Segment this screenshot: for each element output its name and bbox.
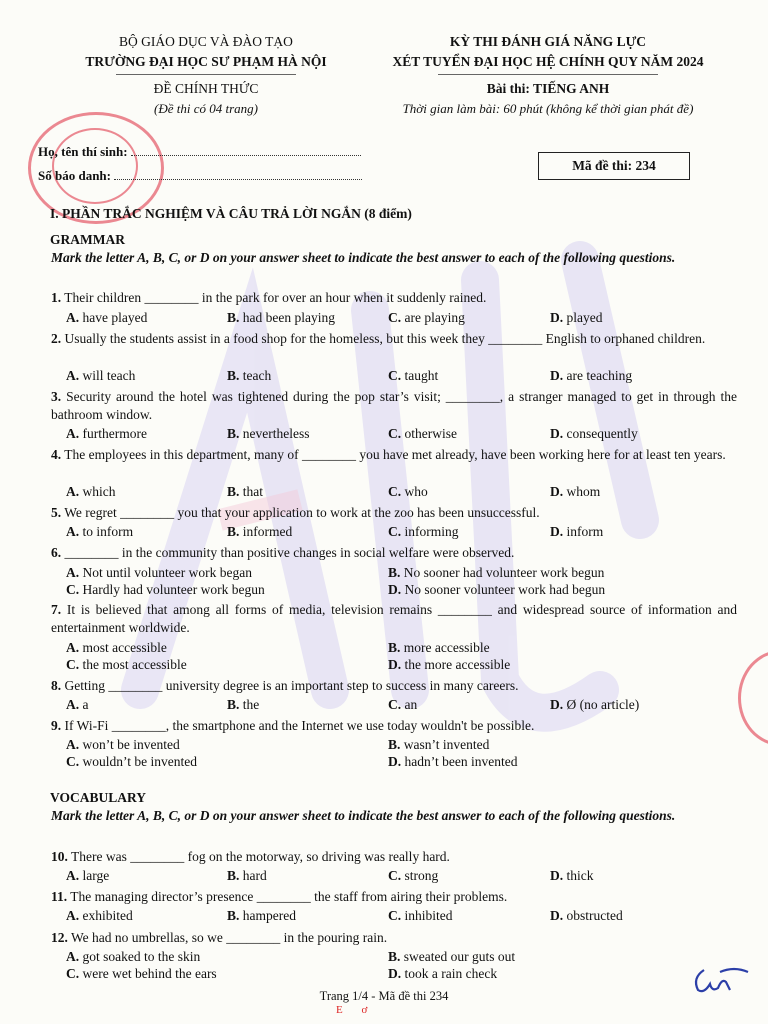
question-6 xyxy=(51,544,737,562)
option-c xyxy=(388,908,453,924)
question-1 xyxy=(51,289,737,307)
option-letter: C. xyxy=(66,582,80,597)
option-c xyxy=(388,868,438,884)
question-5 xyxy=(51,504,737,522)
option-c xyxy=(388,484,428,500)
question-text: ________ in the community than positive changes in social welfare were observed. xyxy=(64,545,515,560)
option-letter: A. xyxy=(66,426,80,441)
question-text: There was ________ fog on the motorway, so driving was really hard. xyxy=(71,849,450,864)
question-number: 4. xyxy=(51,447,62,462)
option-text: No sooner had volunteer work begun xyxy=(403,565,605,580)
answer-options-row xyxy=(66,949,746,966)
option-text: nevertheless xyxy=(242,426,310,441)
vocabulary-instruction: Mark the letter A, B, C, or D on your answer sheet to indicate the best answer to each of the following questions. xyxy=(51,808,676,823)
option-text: won’t be invented xyxy=(82,737,180,752)
option-text: are teaching xyxy=(566,368,633,383)
question-text: Their children ________ in the park for over an hour when it suddenly rained. xyxy=(64,290,487,305)
answer-options-row xyxy=(66,565,746,582)
option-letter: C. xyxy=(388,310,402,325)
option-text: played xyxy=(566,310,603,325)
option-a xyxy=(66,368,135,384)
option-d xyxy=(550,426,638,442)
option-d xyxy=(388,966,497,982)
answer-options-row xyxy=(66,426,746,443)
exam-subtitle: XÉT TUYỂN ĐẠI HỌC HỆ CHÍNH QUY NĂM 2024 xyxy=(392,54,704,69)
option-letter: D. xyxy=(550,697,564,712)
red-seal-stamp-inner xyxy=(52,128,138,204)
option-d xyxy=(550,368,632,384)
answer-options-row xyxy=(66,657,746,674)
option-letter: D. xyxy=(388,754,402,769)
question-number: 1. xyxy=(51,290,62,305)
option-letter: B. xyxy=(227,524,240,539)
option-text: are playing xyxy=(404,310,465,325)
header-divider xyxy=(438,74,658,75)
time-note: Thời gian làm bài: 60 phút (không kể thời gian phát đề) xyxy=(402,101,694,116)
option-a xyxy=(66,908,133,924)
option-text: which xyxy=(82,484,116,499)
option-text: were wet behind the ears xyxy=(82,966,217,981)
option-b xyxy=(227,310,335,326)
pages-note: (Đề thi có 04 trang) xyxy=(154,101,258,116)
answer-options-row xyxy=(66,868,746,885)
option-letter: D. xyxy=(550,908,564,923)
page-footer: Trang 1/4 - Mã đề thi 234 xyxy=(319,989,449,1003)
option-a xyxy=(66,697,89,713)
option-c xyxy=(66,657,187,673)
option-text: took a rain check xyxy=(404,966,498,981)
option-c xyxy=(66,966,217,982)
option-text: Ø (no article) xyxy=(566,697,640,712)
question-text: We had no umbrellas, so we ________ in the pouring rain. xyxy=(71,930,388,945)
question-12 xyxy=(51,929,737,947)
option-letter: A. xyxy=(66,908,80,923)
footer-code: E ơ xyxy=(336,1004,376,1016)
option-c xyxy=(66,754,197,770)
option-letter: B. xyxy=(227,310,240,325)
option-b xyxy=(388,949,515,965)
option-d xyxy=(550,908,623,924)
option-letter: C. xyxy=(66,754,80,769)
option-text: will teach xyxy=(82,368,136,383)
candidate-name-line xyxy=(38,144,361,160)
question-text: Usually the students assist in a food shop for the homeless, but this week they ________ English to orphaned children. xyxy=(64,331,706,346)
option-c xyxy=(388,310,465,326)
question-number: 2. xyxy=(51,331,62,346)
grammar-instruction: Mark the letter A, B, C, or D on your answer sheet to indicate the best answer to each of the following questions. xyxy=(51,250,676,265)
option-a xyxy=(66,524,133,540)
option-letter: D. xyxy=(550,426,564,441)
option-letter: A. xyxy=(66,524,80,539)
option-d xyxy=(388,754,517,770)
option-text: thick xyxy=(566,868,594,883)
university-name: TRƯỜNG ĐẠI HỌC SƯ PHẠM HÀ NỘI xyxy=(85,54,327,69)
option-text: sweated our guts out xyxy=(403,949,516,964)
option-a xyxy=(66,310,147,326)
option-letter: B. xyxy=(227,484,240,499)
option-text: have played xyxy=(82,310,148,325)
question-text: Getting ________ university degree is an important step to success in many careers. xyxy=(64,678,519,693)
option-text: whom xyxy=(566,484,601,499)
option-letter: C. xyxy=(388,484,402,499)
option-text: had been playing xyxy=(242,310,335,325)
question-9 xyxy=(51,717,737,735)
option-b xyxy=(227,368,271,384)
option-letter: B. xyxy=(227,697,240,712)
option-letter: C. xyxy=(66,657,80,672)
option-a xyxy=(66,565,252,581)
answer-options-row xyxy=(66,368,746,385)
option-c xyxy=(388,368,438,384)
option-letter: B. xyxy=(227,368,240,383)
answer-options-row xyxy=(66,640,746,657)
candidate-id-label: Số báo danh: xyxy=(38,168,111,183)
question-8 xyxy=(51,677,737,695)
question-number: 11. xyxy=(51,889,68,904)
option-text: most accessible xyxy=(82,640,167,655)
option-text: hampered xyxy=(242,908,296,923)
candidate-name-field xyxy=(131,145,361,156)
grammar-heading: GRAMMAR xyxy=(50,232,125,247)
option-a xyxy=(66,640,167,656)
option-text: taught xyxy=(404,368,439,383)
question-number: 6. xyxy=(51,545,62,560)
candidate-id-line xyxy=(38,168,362,184)
question-text: The managing director’s presence ________ the staff from airing their problems. xyxy=(70,889,508,904)
option-text: Hardly had volunteer work begun xyxy=(82,582,265,597)
answer-options-row xyxy=(66,737,746,754)
option-text: consequently xyxy=(566,426,638,441)
question-number: 12. xyxy=(51,930,68,945)
option-text: inhibited xyxy=(404,908,453,923)
option-d xyxy=(388,582,605,598)
option-c xyxy=(388,426,457,442)
option-letter: D. xyxy=(550,310,564,325)
question-3 xyxy=(51,388,737,424)
option-a xyxy=(66,868,109,884)
header-right xyxy=(368,32,728,119)
option-letter: A. xyxy=(66,310,80,325)
question-number: 3. xyxy=(51,389,62,404)
option-d xyxy=(550,868,594,884)
subject-label: Bài thi: TIẾNG ANH xyxy=(486,81,610,96)
option-text: strong xyxy=(404,868,439,883)
option-text: exhibited xyxy=(82,908,133,923)
option-letter: D. xyxy=(550,868,564,883)
option-letter: C. xyxy=(66,966,80,981)
question-number: 9. xyxy=(51,718,62,733)
option-text: informed xyxy=(242,524,293,539)
option-text: hard xyxy=(242,868,267,883)
option-a xyxy=(66,949,200,965)
option-letter: A. xyxy=(66,484,80,499)
option-letter: A. xyxy=(66,737,80,752)
option-letter: B. xyxy=(388,737,401,752)
option-letter: D. xyxy=(550,484,564,499)
option-text: wasn’t invented xyxy=(403,737,490,752)
section-title: I. PHẦN TRẮC NGHIỆM VÀ CÂU TRẢ LỜI NGẮN (8 điểm) xyxy=(50,206,412,221)
answer-options-row xyxy=(66,524,746,541)
question-number: 8. xyxy=(51,678,62,693)
option-c xyxy=(388,697,417,713)
header-divider xyxy=(116,74,296,75)
option-b xyxy=(227,426,310,442)
option-d xyxy=(550,484,600,500)
option-text: a xyxy=(82,697,89,712)
option-text: obstructed xyxy=(566,908,623,923)
ministry-name: BỘ GIÁO DỤC VÀ ĐÀO TẠO xyxy=(119,34,293,49)
header-left xyxy=(56,32,356,119)
option-text: wouldn’t be invented xyxy=(82,754,197,769)
option-b xyxy=(227,908,296,924)
option-text: the most accessible xyxy=(82,657,187,672)
option-text: to inform xyxy=(82,524,134,539)
option-b xyxy=(388,640,490,656)
option-text: No sooner volunteer work had begun xyxy=(404,582,606,597)
option-text: Not until volunteer work began xyxy=(82,565,252,580)
option-b xyxy=(227,484,263,500)
question-number: 10. xyxy=(51,849,68,864)
answer-options-row xyxy=(66,754,746,771)
option-letter: D. xyxy=(550,524,564,539)
option-b xyxy=(227,868,267,884)
question-11 xyxy=(51,888,737,906)
option-text: an xyxy=(404,697,418,712)
option-letter: C. xyxy=(388,368,402,383)
option-text: got soaked to the skin xyxy=(82,949,201,964)
question-text: Security around the hotel was tightened during the pop star’s visit; ________, a stranger managed to get in through the bathroom window. xyxy=(51,389,738,422)
option-letter: D. xyxy=(550,368,564,383)
answer-options-row xyxy=(66,484,746,501)
question-4 xyxy=(51,446,737,464)
option-a xyxy=(66,426,147,442)
option-letter: D. xyxy=(388,582,402,597)
option-c xyxy=(66,582,265,598)
option-letter: C. xyxy=(388,426,402,441)
option-d xyxy=(550,524,603,540)
option-text: the xyxy=(242,697,260,712)
question-7 xyxy=(51,601,737,637)
option-text: informing xyxy=(404,524,459,539)
option-text: the more accessible xyxy=(404,657,511,672)
option-letter: A. xyxy=(66,949,80,964)
option-a xyxy=(66,484,116,500)
question-text: It is believed that among all forms of media, television remains ________ and widespread source of information and entertainment worldwide. xyxy=(51,602,737,635)
question-number: 7. xyxy=(51,602,62,617)
official-label: ĐỀ CHÍNH THỨC xyxy=(153,81,259,96)
option-letter: A. xyxy=(66,868,80,883)
option-letter: A. xyxy=(66,368,80,383)
option-d xyxy=(550,697,639,713)
option-letter: C. xyxy=(388,524,402,539)
option-letter: C. xyxy=(388,908,402,923)
exam-title: KỲ THI ĐÁNH GIÁ NĂNG LỰC xyxy=(449,34,647,49)
option-letter: D. xyxy=(388,657,402,672)
option-letter: B. xyxy=(388,949,401,964)
option-b xyxy=(227,697,259,713)
option-b xyxy=(227,524,292,540)
option-letter: B. xyxy=(227,426,240,441)
option-letter: B. xyxy=(388,565,401,580)
option-letter: D. xyxy=(388,966,402,981)
question-10 xyxy=(51,848,737,866)
option-letter: B. xyxy=(227,868,240,883)
exam-code-box: Mã đề thi: 234 xyxy=(538,152,690,180)
option-letter: A. xyxy=(66,640,80,655)
option-b xyxy=(388,565,604,581)
option-letter: A. xyxy=(66,565,80,580)
question-text: We regret ________ you that your application to work at the zoo has been unsuccessful. xyxy=(64,505,540,520)
answer-options-row xyxy=(66,582,746,599)
question-text: If Wi-Fi ________, the smartphone and the Internet we use today wouldn't be possible. xyxy=(64,718,535,733)
option-text: inform xyxy=(566,524,604,539)
question-text: The employees in this department, many of ________ you have met already, have been working here for at least ten years. xyxy=(64,447,726,462)
option-c xyxy=(388,524,459,540)
option-text: otherwise xyxy=(404,426,457,441)
option-letter: B. xyxy=(388,640,401,655)
option-text: hadn’t been invented xyxy=(404,754,518,769)
option-letter: C. xyxy=(388,697,402,712)
option-d xyxy=(388,657,510,673)
option-text: large xyxy=(82,868,110,883)
candidate-name-label: Họ, tên thí sinh: xyxy=(38,144,128,159)
option-letter: C. xyxy=(388,868,402,883)
option-text: furthermore xyxy=(82,426,147,441)
question-2 xyxy=(51,330,737,348)
answer-options-row xyxy=(66,310,746,327)
option-letter: A. xyxy=(66,697,80,712)
option-letter: B. xyxy=(227,908,240,923)
option-text: more accessible xyxy=(403,640,490,655)
answer-options-row xyxy=(66,697,746,714)
option-text: who xyxy=(404,484,428,499)
answer-options-row xyxy=(66,966,746,983)
answer-options-row xyxy=(66,908,746,925)
option-text: teach xyxy=(242,368,272,383)
option-text: that xyxy=(242,484,264,499)
vocabulary-heading: VOCABULARY xyxy=(50,790,147,805)
question-number: 5. xyxy=(51,505,62,520)
option-a xyxy=(66,737,180,753)
option-b xyxy=(388,737,489,753)
option-d xyxy=(550,310,603,326)
candidate-id-field xyxy=(114,169,362,180)
